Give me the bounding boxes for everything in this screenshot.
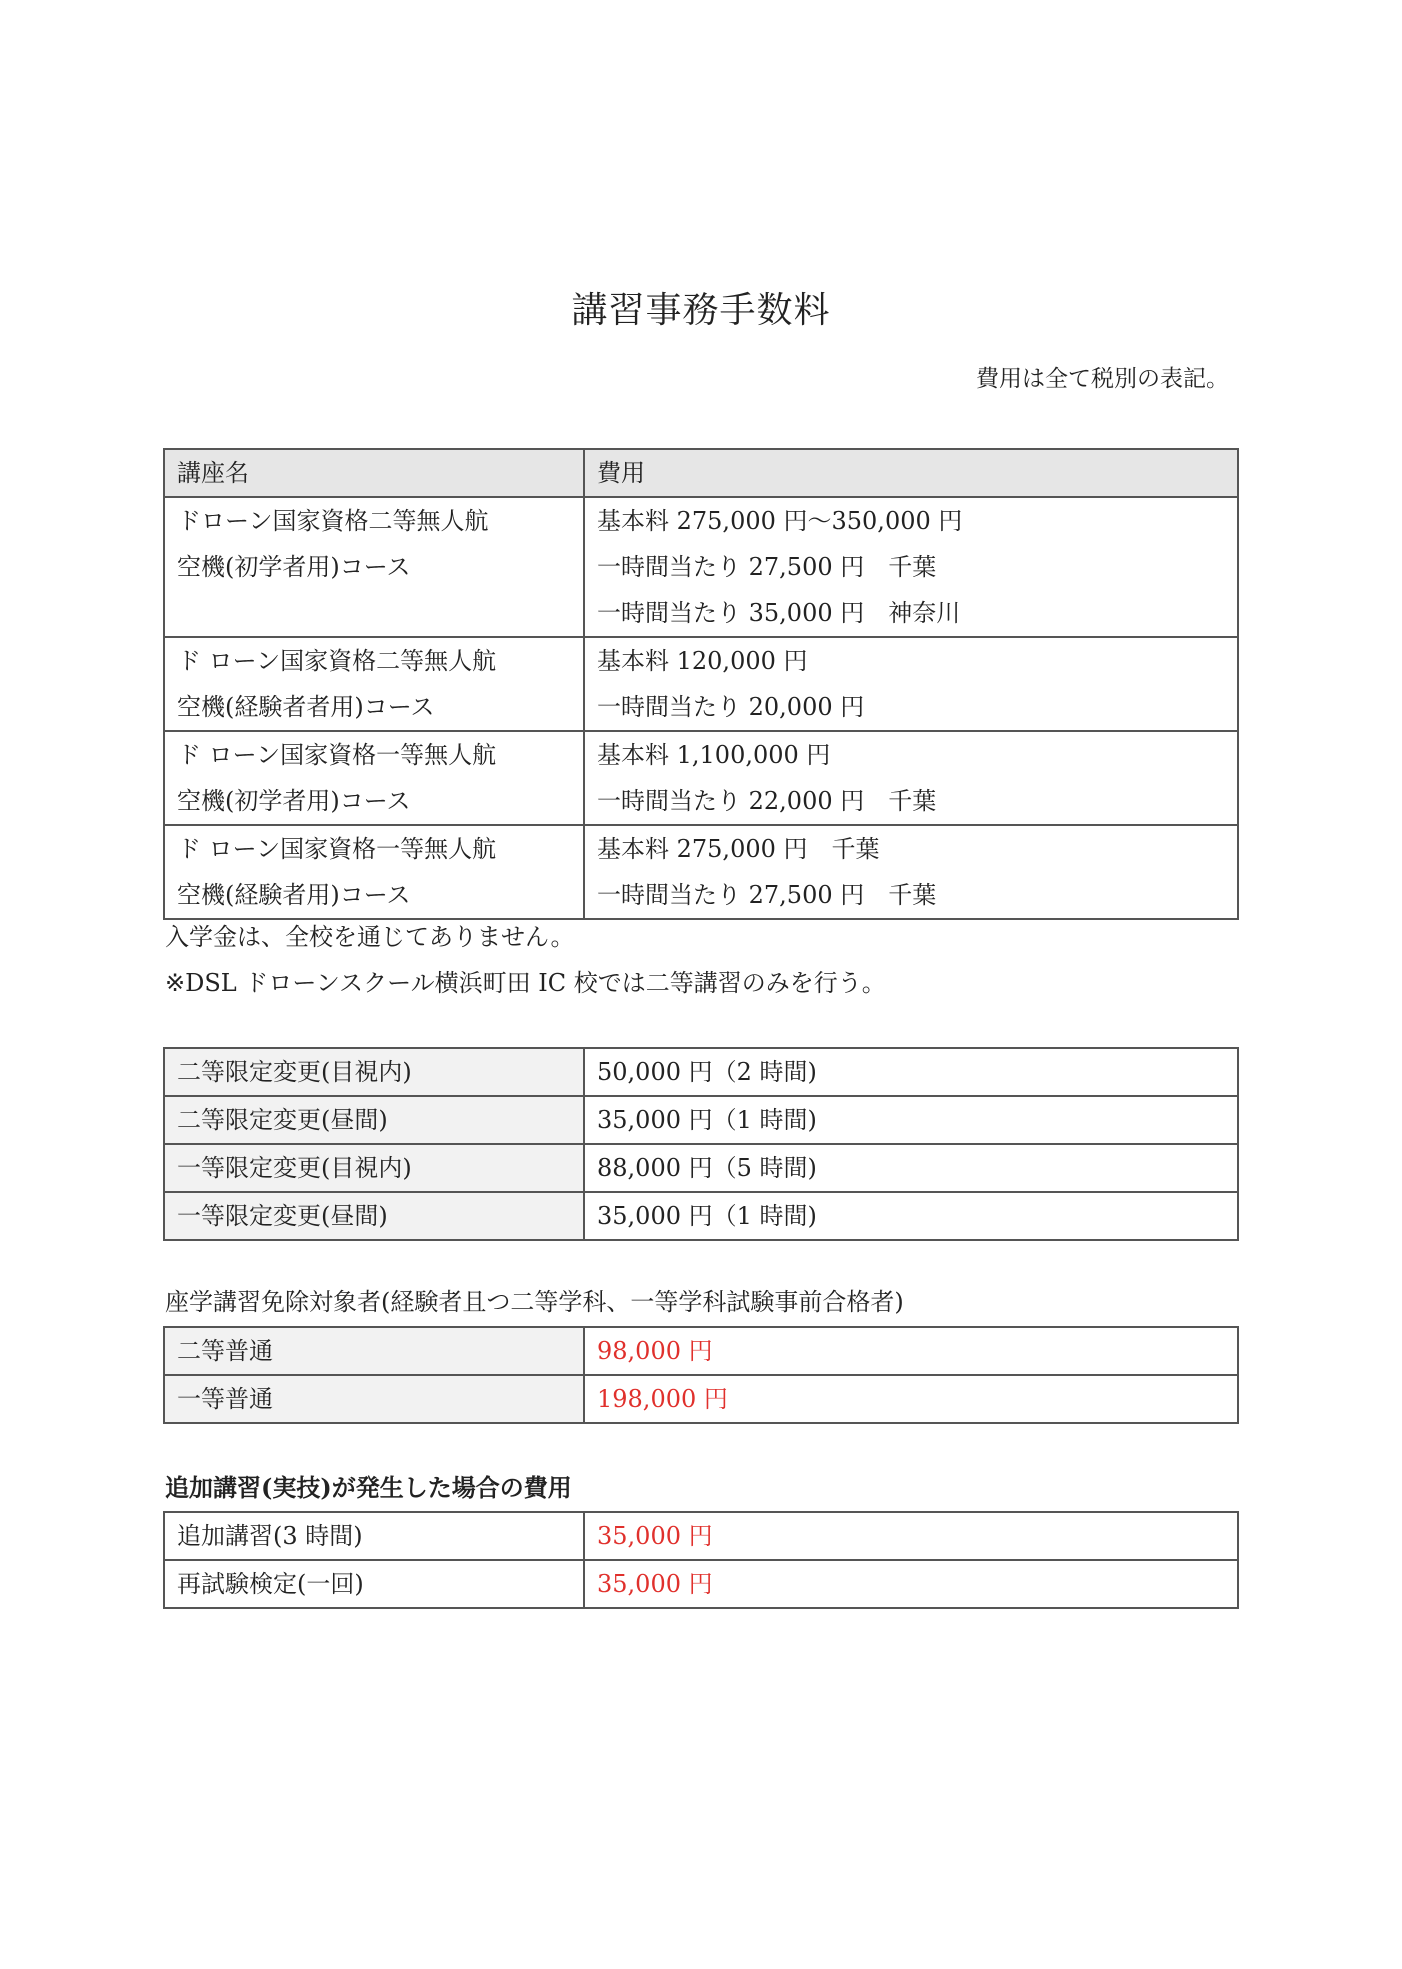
course-name-line: ド ローン国家資格一等無人航	[177, 835, 497, 863]
table-row	[164, 731, 1238, 825]
course-fee-line: 一時間当たり 27,500 円 千葉	[597, 553, 937, 581]
header-course-name: 講座名	[164, 449, 584, 497]
limit-name-cell: 二等限定変更(目視内)	[164, 1048, 584, 1096]
course-name-cell	[164, 825, 584, 919]
course-fee-line: 一時間当たり 35,000 円 神奈川	[597, 599, 961, 627]
page-title: 講習事務手数料	[571, 290, 831, 331]
table-row	[164, 1096, 1238, 1144]
course-name-line: 空機(経験者者用)コース	[177, 693, 435, 721]
school-note: ※DSL ドローンスクール横浜町田 IC 校では二等講習のみを行う。	[165, 969, 886, 997]
additional-name-cell: 再試験検定(一回)	[164, 1560, 584, 1608]
course-fee-table	[163, 448, 1239, 920]
course-fee-line: 基本料 1,100,000 円	[597, 741, 831, 769]
course-fee-line: 一時間当たり 20,000 円	[597, 693, 865, 721]
exemption-name-cell: 二等普通	[164, 1327, 584, 1375]
course-fee-cell	[584, 825, 1238, 919]
exemption-fee-cell: 198,000 円	[584, 1375, 1238, 1423]
exemption-name-cell: 一等普通	[164, 1375, 584, 1423]
additional-fee-cell: 35,000 円	[584, 1560, 1238, 1608]
course-fee-line: 基本料 120,000 円	[597, 647, 808, 675]
course-fee-line: 基本料 275,000 円～350,000 円	[597, 507, 963, 535]
course-fee-cell	[584, 497, 1238, 637]
table-row	[164, 1192, 1238, 1240]
additional-table	[163, 1511, 1239, 1609]
limit-fee-cell: 35,000 円（1 時間)	[584, 1192, 1238, 1240]
exemption-heading: 座学講習免除対象者(経験者且つ二等学科、一等学科試験事前合格者)	[165, 1288, 904, 1316]
limit-name-cell: 二等限定変更(昼間)	[164, 1096, 584, 1144]
course-name-line: ドローン国家資格二等無人航	[177, 507, 489, 535]
limit-name-cell: 一等限定変更(目視内)	[164, 1144, 584, 1192]
course-name-line: ド ローン国家資格一等無人航	[177, 741, 497, 769]
table-row	[164, 497, 1238, 637]
additional-fee-cell: 35,000 円	[584, 1512, 1238, 1560]
limit-change-table	[163, 1047, 1239, 1241]
course-fee-line: 一時間当たり 22,000 円 千葉	[597, 787, 937, 815]
additional-heading: 追加講習(実技)が発生した場合の費用	[165, 1473, 572, 1502]
table-row	[164, 1560, 1238, 1608]
limit-fee-cell: 35,000 円（1 時間)	[584, 1096, 1238, 1144]
limit-fee-cell: 50,000 円（2 時間)	[584, 1048, 1238, 1096]
table-row	[164, 825, 1238, 919]
course-name-cell	[164, 497, 584, 637]
table-row	[164, 1144, 1238, 1192]
course-name-cell	[164, 637, 584, 731]
table-row	[164, 1327, 1238, 1375]
table-row	[164, 637, 1238, 731]
course-fee-cell	[584, 637, 1238, 731]
table-row	[164, 1375, 1238, 1423]
exemption-table	[163, 1326, 1239, 1424]
table-header-row	[164, 449, 1238, 497]
table-row	[164, 1512, 1238, 1560]
course-name-line: 空機(初学者用)コース	[177, 787, 411, 815]
exemption-fee-cell: 98,000 円	[584, 1327, 1238, 1375]
additional-name-cell: 追加講習(3 時間)	[164, 1512, 584, 1560]
limit-name-cell: 一等限定変更(昼間)	[164, 1192, 584, 1240]
course-name-line: 空機(経験者用)コース	[177, 881, 411, 909]
course-fee-line: 一時間当たり 27,500 円 千葉	[597, 881, 937, 909]
table-row	[164, 1048, 1238, 1096]
limit-fee-cell: 88,000 円（5 時間)	[584, 1144, 1238, 1192]
course-name-cell	[164, 731, 584, 825]
admission-note: 入学金は、全校を通じてありません。	[165, 923, 575, 951]
tax-note: 費用は全て税別の表記。	[976, 366, 1229, 392]
header-fee: 費用	[584, 449, 1238, 497]
course-fee-cell	[584, 731, 1238, 825]
course-name-line: 空機(初学者用)コース	[177, 553, 411, 581]
course-name-line: ド ローン国家資格二等無人航	[177, 647, 497, 675]
course-fee-line: 基本料 275,000 円 千葉	[597, 835, 880, 863]
